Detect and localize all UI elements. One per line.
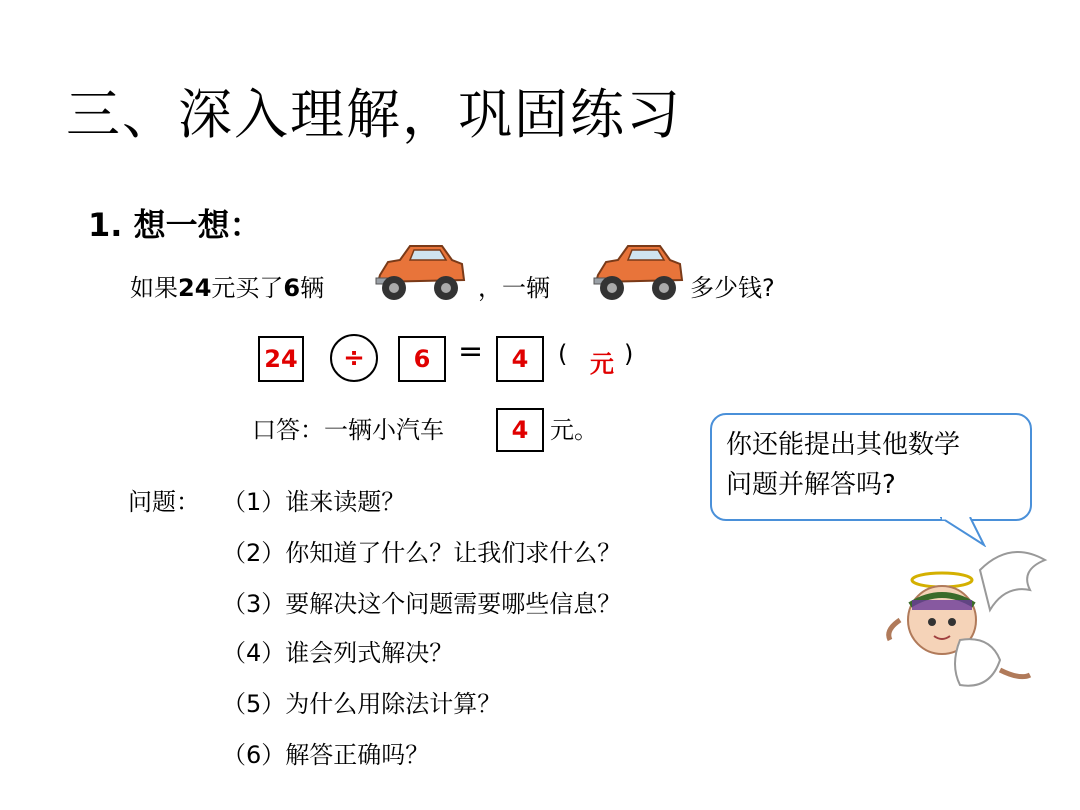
unit-label: 元 [590, 350, 614, 378]
bubble-line1: 你还能提出其他数学 [726, 430, 961, 460]
problem-part3: 辆 [300, 274, 325, 302]
question-item: （2）你知道了什么？让我们求什么？ [222, 539, 622, 567]
problem-text-start [130, 268, 324, 303]
question-item: （1）谁来读题？ [222, 488, 406, 516]
problem-text-end: 多少钱? [690, 274, 775, 302]
dividend-box: 24 [258, 336, 304, 382]
answer-suffix: 元。 [550, 416, 598, 444]
question-item: （6）解答正确吗？ [222, 741, 430, 769]
problem-amount: 24 [178, 274, 212, 302]
exercise-heading: 1. 想一想： [88, 206, 262, 244]
problem-count: 6 [283, 274, 301, 302]
angel-character-icon [880, 540, 1050, 700]
toy-car-icon [588, 240, 688, 305]
question-item: （3）要解决这个问题需要哪些信息？ [222, 590, 622, 618]
question-item: （4）谁会列式解决？ [222, 639, 454, 667]
unit-close-paren: ) [624, 340, 634, 368]
divisor-box: 6 [398, 336, 446, 382]
problem-part2: 元买了 [211, 274, 284, 302]
question-item: （5）为什么用除法计算？ [222, 690, 502, 718]
speech-bubble [710, 413, 1032, 521]
answer-box: 4 [496, 408, 544, 452]
unit-open-paren: ( [558, 340, 568, 368]
page-title: 三、深入理解，巩固练习 [66, 83, 682, 146]
problem-text-middle: ，一辆 [478, 274, 550, 302]
toy-car-icon [370, 240, 470, 305]
result-box: 4 [496, 336, 544, 382]
division-operator: ÷ [330, 334, 378, 382]
questions-label: 问题： [128, 488, 200, 516]
bubble-line2: 问题并解答吗? [726, 470, 896, 500]
answer-prefix: 口答：一辆小汽车 [252, 416, 444, 444]
equals-sign: = [458, 334, 484, 369]
problem-part1: 如果 [130, 274, 178, 302]
